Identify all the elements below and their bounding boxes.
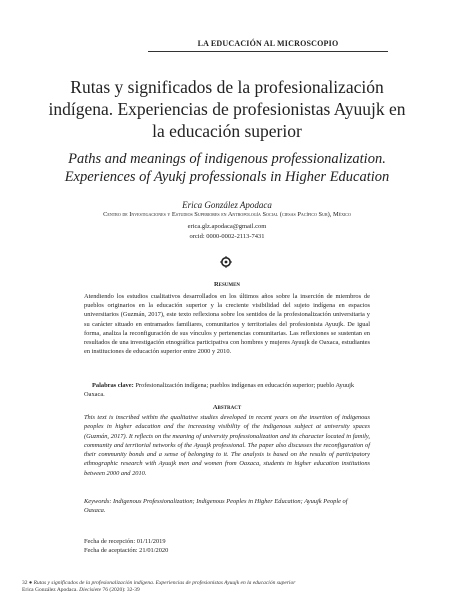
abstract-text: This text is inscribed within the qualitative studies developed in recent years on the insertion of indigenous peoples in higher education and the increasing visibility of the indigenous subject at university spaces (Guzmán, 2017). It reflects on the meaning of university professionalization and its character located in family, community and territorial networks of the Ayuujk professional. The paper also discusses the reconfiguration of their community bonds and a sense of belonging to it. The analysis is based on the results of participatory ethnographic research with Ayuujk men and women from Oaxaca, students in higher education institutions between 2000 and 2010. [84,414,370,477]
footer-title: Rutas y significados de la profesionalización indígena. Experiencias de profesionistas Ayuujk en la educación superior [33,580,296,586]
keywords-label: Palabras clave: [92,382,134,389]
author-orcid[interactable]: orcid: 0000-0002-2113-7431 [189,233,265,240]
keywords-values: Profesionalización indígena; pueblos indígenas en educación superior; pueblo Ayuujk Oaxaca. [84,382,355,399]
author-name: Erica González Apodaca [182,200,272,210]
page-footer [22,580,442,595]
article-dates [84,537,370,556]
resumen-heading: Resumen [213,281,241,288]
footer-page-number: 32 ● [22,580,33,586]
keywords-spanish [84,381,370,399]
footer-line-2 [22,587,442,594]
abstract-heading: Abstract [212,404,242,411]
footer-author: Erica González Apodaca. [22,587,78,594]
footer-journal: Diecisiete [79,587,102,594]
section-header: LA EDUCACIÓN AL MICROSCOPIO [148,39,388,52]
date-received: Fecha de recepción: 01/11/2019 [84,538,166,545]
resumen-text: Atendiendo los estudios cualitativos desarrollados en los últimos años sobre la inserción de miembros de pueblos originarios en la educación superior y la creciente visibilidad del sujeto indígena en espacios universitarios (Guzmán, 2017), este texto reflexiona sobre los sentidos de la profesionalización universitaria y su carácter situado en entramados familiares, comunitarios y territoriales del profesionista Ayuujk. De igual forma, analiza la reconfiguración de sus vínculos y pertenencias comunitarias. Las reflexiones se sustentan en resultados de una investigación etnográfica participativa con hombres y mujeres Ayuujk de Oaxaca, estudiantes en instituciones de educación superior entre 2000 y 2010. [84,293,370,356]
date-accepted: Fecha de aceptación: 21/01/2020 [84,547,169,555]
article-title-english: Paths and meanings of indigenous professionalization. Experiences of Ayukj professionals in Higher Education [64,151,390,185]
footer-issue: 76 (2020): 32-39 [102,587,140,594]
author-email[interactable]: erica.glz.apodaca@gmail.com [187,223,267,230]
ornament-icon [219,255,233,269]
keywords-english: Keywords: Indigenous Professionalization; Indigenous Peoples in Higher Education; Ayuujk People of Oaxaca. [84,498,348,515]
article-title-spanish: Rutas y significados de la profesionalización indígena. Experiencias de profesionistas Ayuujk en la educación superior [48,77,406,141]
author-affiliation: Centro de Investigaciones y Estudios Superiores en Antropología Social (ciesas Pacífico Sur), México [103,211,351,218]
